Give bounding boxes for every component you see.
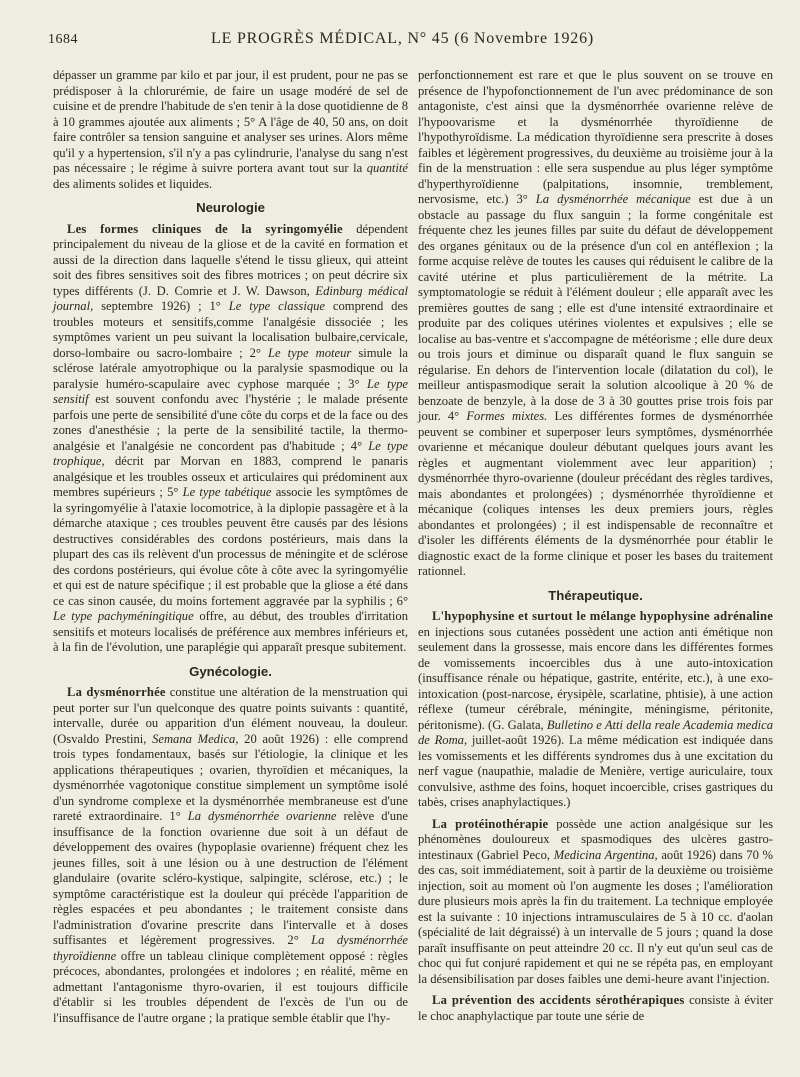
- right-column: [418, 68, 773, 1024]
- intro-paragraph: [53, 68, 408, 192]
- page-number: 1684: [48, 32, 78, 47]
- neuro-type2: Le type moteur: [268, 345, 352, 360]
- thera-lead: L'hypophysine et surtout le mélange hypophysine adrénaline: [432, 609, 773, 623]
- gyneco-text: constitue une altération de la menstruation qui peut porter sur l'un quelconque des quatre points suivants : quantité, intervalle, durée ou apparition d'un élément nouveau, la douleur. (Osvaldo Prestini,: [53, 685, 408, 746]
- prevention-paragraph: [418, 993, 773, 1024]
- neuro-type1: Le type classique: [228, 299, 325, 313]
- gyneco-text4: offre un tableau clinique complètement opposé : règles précoces, abondantes, prolongées et indolores ; en réalité, même en admettant l'antagonisme thyro-ovarien, il est toujours difficile d'établir si les troubles dépendent de l'excès de l'un ou de l'insuffisance de l'autre organe ; la pratique semble établir que l'hy-: [53, 948, 408, 1025]
- prevention-lead: La prévention des accidents sérothérapiques: [432, 993, 685, 1007]
- neuro-paragraph: [53, 222, 408, 656]
- gyneco-journal: Semana Medica,: [152, 731, 239, 746]
- gyneco-type1: La dysménorrhée ovarienne: [187, 809, 337, 823]
- thera-text2: juillet-août 1926). La même médication est indiquée dans les vomissements et les différents syndromes dus à une excitation du nerf vague (naupathie, maladie de Menière, vertige auriculaire, toux convulsive, asthme des foins, hoquet incoercible, crises gastriques du tabès, crises anaphylactiques.): [418, 733, 773, 809]
- neuro-lead: Les formes cliniques de la syringomyélie: [67, 221, 343, 236]
- gyneco-type4: Formes mixtes.: [466, 409, 548, 423]
- neuro-text3: comprend des troubles moteurs et sensitifs,comme l'analgésie dissociée ; les symptômes varient un peu suivant la localisation bulbaire,cervicale, dorso-lombaire ou sacro-lombaire ; 2°: [53, 299, 408, 360]
- proteino-journal: Medicina Argentina,: [553, 847, 658, 862]
- neuro-text2: septembre 1926) ; 1°: [101, 299, 221, 313]
- proteino-text2: août 1926) dans 70 % des cas, soit immédiatement, soit à partir de la deuxième ou troisième injection, soit au moment où l'on augmente les doses ; l'amélioration dure plusieurs mois après la fin du traitement. La technique employée est la suivante : 10 injections intramusculaires de 5 à 10 cc. d'aolan (spécialité de lait dégraissé) à un intervalle de 5 jours ; quand la dose paraît insuffisante on peut atteindre 20 cc. Il n'y eut qu'un seul cas de choc qui fut conjuré rapidement et qui ne se répéta pas, en employant la désensibilisation par doses faibles une demi-heure avant l'injection.: [418, 847, 774, 986]
- thera-journal: Bulletino e Atti della reale Academia medica de Roma,: [418, 717, 773, 747]
- gyneco-cont2: est due à un obstacle au passage du flux sanguin ; la forme congénitale est fréquente chez les jeunes filles par suite du défaut de développement des organes génitaux ou de la présence d'un col en antéflexion ; la forme acquise relève de toutes les causes qui réduisent le calibre de la cavité utérine et plus particulièrement de la métrite. La symptomatologie se réduit à l'élément douleur ; elle apparaît avec les premières gouttes de sang ; elle est d'une intensité extraordinaire et produite par des coliques utérines violentes et expulsives ; elle se localise au bas-ventre et s'accompagne de météorisme ; elle dure deux ou trois jours et diminue ou disparaît quand le flux sanguin se régularise. En dehors de l'intervention locale (dilatation du col), le meilleur antispasmodique serait la solution alcoolique à 20 % de benzoate de benzyle, à la dose de 3 à 30 gouttes prise trois fois par jour. 4°: [418, 192, 773, 423]
- thera-text: en injections sous cutanées possèdent une action anti émétique non seulement dans la grossesse, mais encore dans les différentes formes de vomissements incoercibles dus à une auto-intoxication (insuffisance rénale ou hépatique, gastrite, entérite, etc.), à une exo-intoxication (post-narcose, érysipèle, scarlatine, phtisie), à une action réflexe (tumeur cérébrale, méningite, méningisme, péritonite, péritonisme). (G. Galata,: [418, 624, 773, 732]
- neuro-text6: décrit par Morvan en 1883, comprend le panaris analgésique et les troubles osseux et articulaires qui prédominent aux membres supérieurs ; 5°: [53, 454, 408, 499]
- intro-text: dépasser un gramme par kilo et par jour, il est prudent, pour ne pas se prédisposer à la chlorurémie, de faire un usage modéré de sel de cuisine et de prendre l'habitude de s'en tenir à la dose quotidienne de 8 à 10 grammes ajoutée aux aliments ; 5° A l'âge de 40, 50 ans, on doit faire contrôler sa tension sanguine et analyser ses urines. Alors même qu'il y a hypertension, s'il n'y a pas cylindrurie, l'analyse du sang n'est pas nécessaire ; le régime à suivre portera avant tout sur la: [53, 68, 408, 175]
- prevention-text: consiste à éviter le choc anaphylactique par toute une série de: [418, 993, 773, 1023]
- neuro-text5: est souvent confondu avec l'hystérie ; le malade présente parfois une perte de sensibilité d'une côte du corps et de la face ou des zones d'anesthésie ; la perte de la sensibilité tactile, la thermo-analgésie et l'analgésie ne concordent pas d'habitude ; 4°: [53, 392, 408, 453]
- neuro-text7: associe les symptômes de la syringomyélie à l'ataxie locomotrice, à la diplopie passagère et à la démarche ataxique ; ces troubles peuvent être causés par des lésions destructives considérables des cordons postérieurs, mais dans la plupart des cas ils relèvent d'un processus de méningite et de sclérose des cordons postérieurs, qui évolue côte à côte avec la syringomyélie et qui est de nature spécifique ; il est probable que la gliose a été dans ce cas sinon causée, du moins fortement aggravée par la syphilis ; 6°: [53, 485, 408, 608]
- proteino-paragraph: [418, 817, 773, 988]
- page-header: [40, 30, 765, 52]
- proteino-text: possède une action analgésique sur les phénomènes douloureux et spasmodiques des ulcères gastro-intestinaux (Gabriel Peco,: [418, 816, 773, 862]
- neuro-type3: Le type sensitif: [53, 376, 408, 406]
- neuro-type4: Le type trophique,: [53, 438, 408, 468]
- neuro-type5: Le type tabétique: [182, 485, 272, 499]
- neuro-text: dépendent principalement du niveau de la gliose et de la cavité en formation et aussi de la direction dans laquelle s'étend le tissu glieux, qui atteint soit des fibres sensitives soit des fibres motrices ; on peut décrire six types différents (J. D. Comrie et J. W. Dawson,: [53, 221, 408, 298]
- gyneco-type2: La dysménorrhée thyroïdienne: [53, 933, 408, 963]
- running-title: LE PROGRÈS MÉDICAL, N° 45 (6 Novembre 1926): [211, 30, 594, 47]
- thera-paragraph: [418, 609, 773, 811]
- intro-italic: quantité: [366, 161, 408, 175]
- gyneco-text3: relève d'une insuffisance de la fonction ovarienne due soit à un défaut de développement des ovaires (hypoplasie ovarienne) fréquent chez les jeunes filles, soit à une lésion ou à une destruction de l'élément glandulaire (ovarite scléro-kystique, salpingite, sclérose, etc.) ; le symptôme caractéristique est la douleur qui précède l'apparition de règles espacées et peu abondantes ; le traitement consiste dans l'administration d'ovarine prescrite dans l'intervalle et à doses suffisantes et légèrement progressives. 2°: [53, 809, 408, 947]
- left-column: [53, 68, 408, 1026]
- section-heading-gynecologie: Gynécologie.: [189, 663, 272, 679]
- gyneco-type3: La dysménorrhée mécanique: [535, 192, 691, 206]
- neuro-journal: Edinburg médical journal,: [53, 283, 408, 313]
- gyneco-paragraph: [53, 685, 408, 1026]
- gyneco-text2: 20 août 1926) : elle comprend trois types fondamentaux, basés sur l'étiologie, la clinique et les applications thérapeutiques ; ovarien, thyroïdien et mécaniques, la dysménorrhée vagotonique constitue simplement un symptôme isolé d'un syndrome complexe et la dysménorrhée membraneuse est d'une rareté extraordinaire. 1°: [53, 731, 408, 823]
- gyneco-cont: perfonctionnement est rare et que le plus souvent on se trouve en présence de l'hypofonctionnement de l'un avec prédominance de son antagoniste, c'est ainsi que la dysménorrhée ovarienne relève de l'hypoovarisme et la dysménorrhée thyroïdienne de l'hypothyroïdisme. La médication thyroïdienne sera prescrite à doses faibles et légèrement progressives, du deuxième au troisième jour à la fin de la menstruation : elle sera suspendue au plus léger symptôme d'hyperthyroïdienne (palpitations, insomnie, tremblement, nervosisme, etc.) 3°: [418, 68, 773, 206]
- gyneco-cont3: Les différentes formes de dysménorrhée peuvent se combiner et superposer leurs symptômes, dysménorrhée ovarienne et mécanique douleur débutant quelques jours avant les règles et augmentant violemment avec leur apparition) ; dysménorrhée thyro-ovarienne (douleur précédant des règles tardives, mais abondantes et prolongées) ; dysménorrhée thyroïdienne et mécanique (coliques intenses les deux premiers jours, règles abondantes et prolongées) ; il est indispensable de reconnaître et d'isoler les différents éléments de la dysménorrhée pour établir le diagnostic exact de la forme clinique et poser les bases du traitement rationnel.: [418, 409, 773, 578]
- section-heading-neurologie: Neurologie: [196, 200, 265, 215]
- gyneco-lead: La dysménorrhée: [67, 685, 166, 699]
- neuro-type6: Le type pachyméningitique: [53, 609, 194, 623]
- neuro-text8: offre, au début, des troubles d'irritation sensitifs et moteurs localisés de préférence aux membres inférieurs et, à la fin de l'évolution, une paraplégie qui apparaît presque subitement.: [53, 609, 408, 654]
- section-heading-therapeutique: Thérapeutique.: [548, 587, 643, 603]
- gyneco-continuation: [418, 68, 773, 580]
- intro-end: des aliments solides et liquides.: [53, 176, 213, 191]
- proteino-lead: La protéinothérapie: [432, 816, 549, 831]
- neuro-text4: simule la sclérose latérale amyotrophique ou la paralysie spasmodique ou la paralysie huméro-scapulaire avec cyphose marquée ; 3°: [53, 345, 408, 391]
